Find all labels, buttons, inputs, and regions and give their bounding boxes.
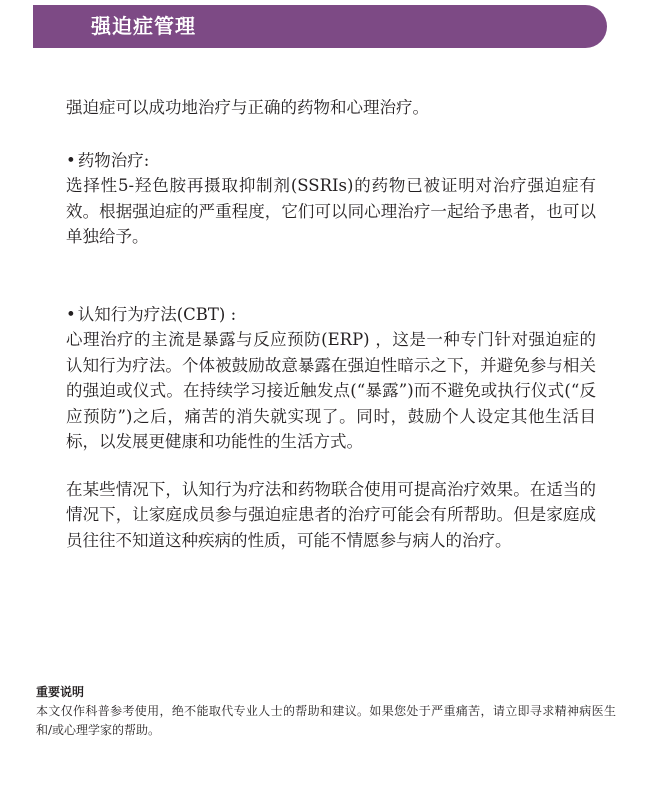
disclaimer-text: 本文仅作科普参考使用，绝不能取代专业人士的帮助和建议。如果您处于严重痛苦，请立即寻求精神病医生和/或心理学家的帮助。 xyxy=(36,704,616,737)
disclaimer-title: 重要说明 xyxy=(36,685,85,699)
bullet-icon: • xyxy=(66,150,76,170)
intro-paragraph: 强迫症可以成功地治疗与正确的药物和心理治疗。 xyxy=(66,98,429,117)
section-heading xyxy=(66,302,596,328)
section-medication xyxy=(66,148,596,250)
bullet-icon: • xyxy=(66,304,76,324)
section-heading xyxy=(66,148,596,174)
section-body: 心理治疗的主流是暴露与反应预防(ERP) ，这是一种专门针对强迫症的认知行为疗法。个体被鼓励故意暴露在强迫性暗示之下，并避免参与相关的强迫或仪式。在持续学习接近触发点(“暴露”)而不避免或执行仪式(“反应预防”)之后，痛苦的消失就实现了。同时，鼓励个人设定其他生活目标，以发展更健康和功能性的生活方式。 xyxy=(66,330,596,451)
section-body: 选择性5-羟色胺再摄取抑制剂(SSRIs)的药物已被证明对治疗强迫症有效。根据强迫症的严重程度，它们可以同心理治疗一起给予患者，也可以单独给予。 xyxy=(66,176,596,246)
section-heading-text: 认知行为疗法(CBT) : xyxy=(77,304,237,324)
closing-paragraph: 在某些情况下，认知行为疗法和药物联合使用可提高治疗效果。在适当的情况下，让家庭成员参与强迫症患者的治疗可能会有所帮助。但是家庭成员往往不知道这种疾病的性质，可能不情愿参与病人的治疗。 xyxy=(66,479,596,550)
section-cbt xyxy=(66,302,596,455)
section-heading-text: 药物治疗: xyxy=(77,150,150,170)
page-title: 强迫症管理 xyxy=(91,14,196,38)
main-content xyxy=(66,95,596,553)
header-bar xyxy=(33,5,607,48)
disclaimer xyxy=(36,683,616,740)
